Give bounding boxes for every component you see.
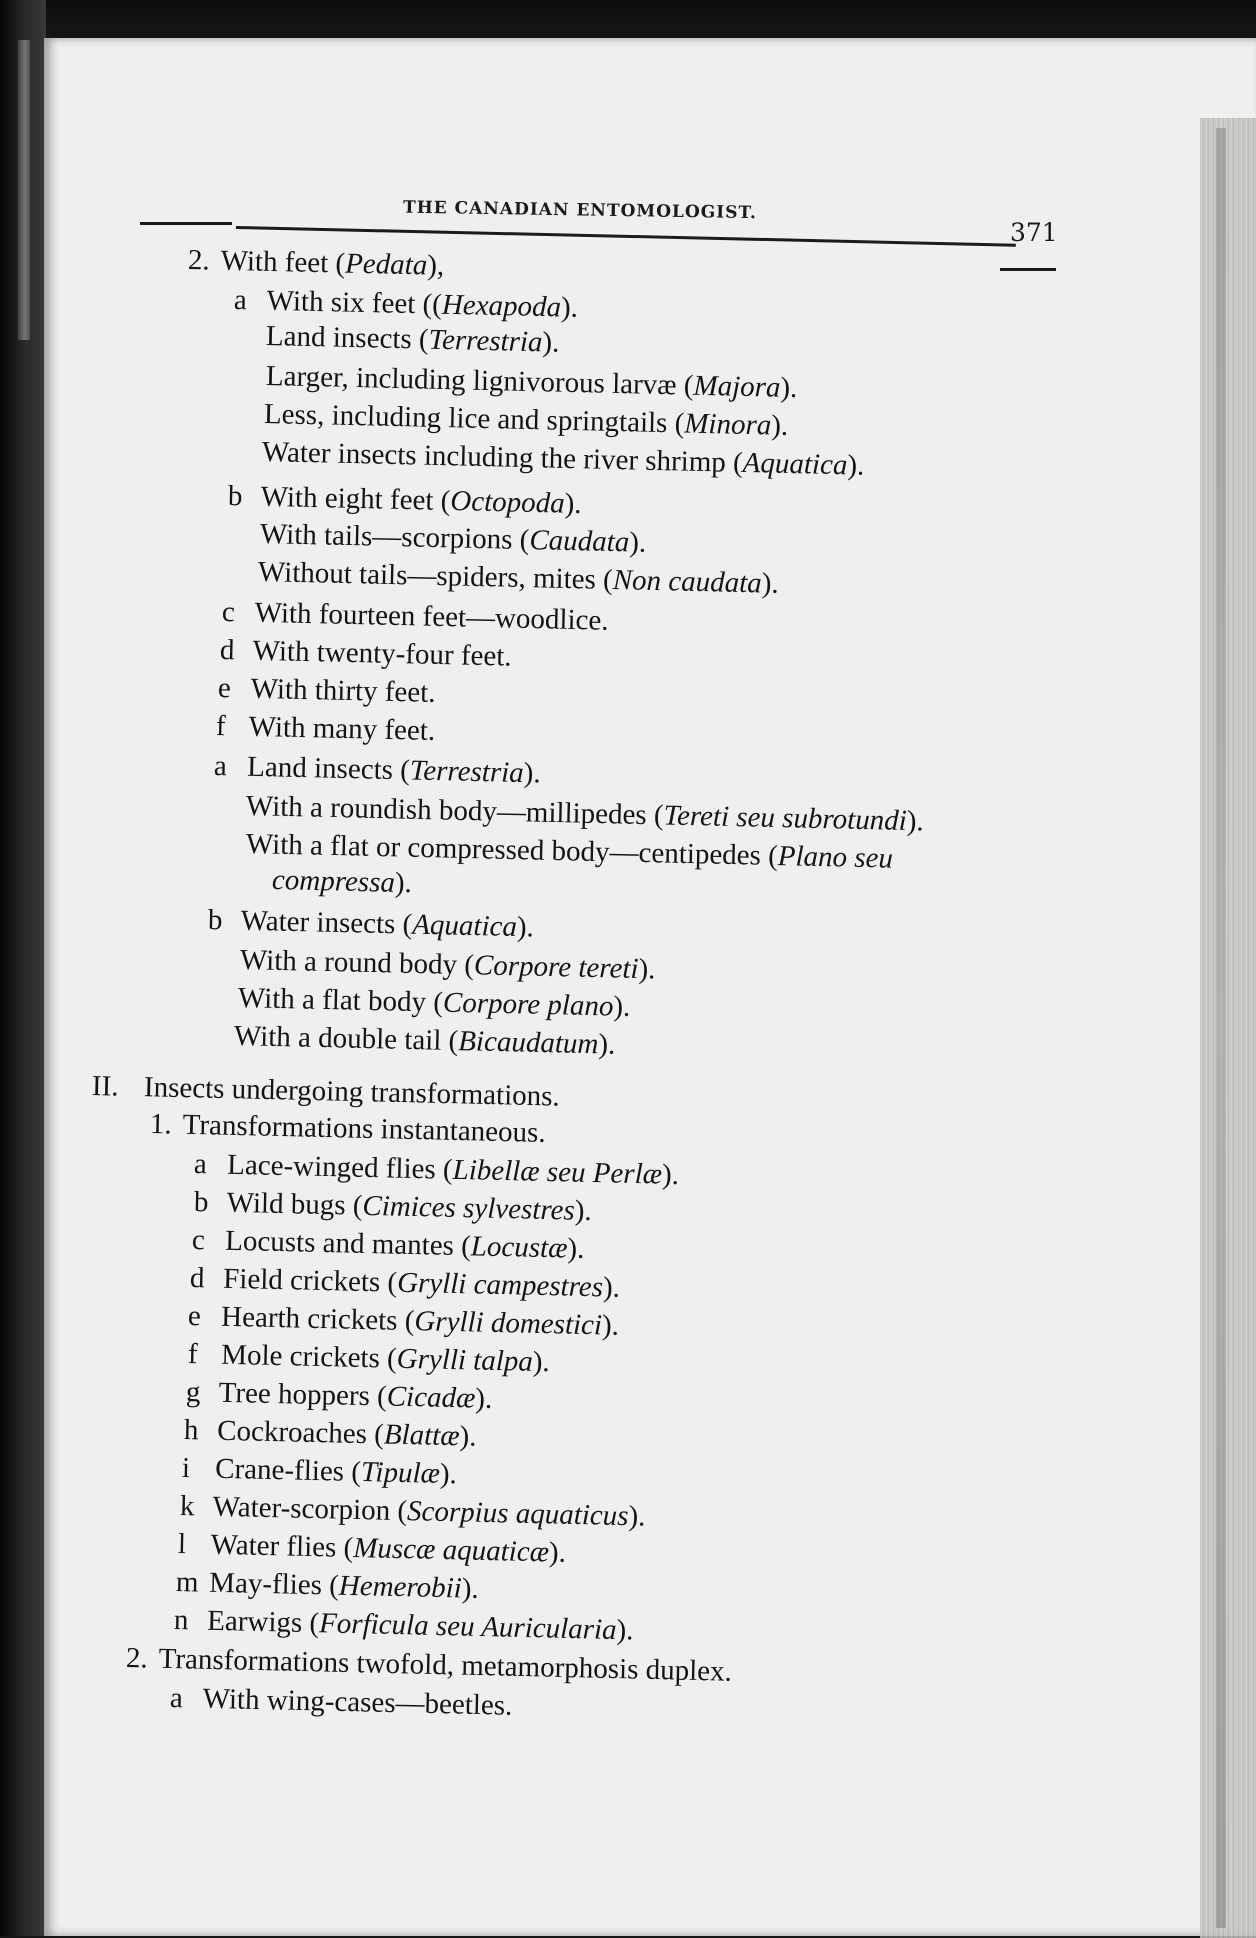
line-marker: k bbox=[179, 1490, 195, 1523]
line-marker: f bbox=[215, 710, 227, 743]
line-text: Water insects including the river shrimp ( bbox=[261, 436, 744, 479]
taxon-name: Grylli campestres bbox=[396, 1266, 604, 1304]
line-text: Earwigs ( bbox=[206, 1604, 320, 1640]
line-marker: b bbox=[207, 904, 223, 937]
taxon-name: Hemerobii bbox=[338, 1569, 463, 1605]
line-text: Land insects ( bbox=[246, 750, 411, 787]
text-line bbox=[188, 1340, 550, 1377]
line-text: With feet ( bbox=[220, 244, 346, 280]
text-line bbox=[180, 1492, 646, 1532]
taxon-name: Terrestria bbox=[428, 323, 543, 359]
line-text-end: ). bbox=[548, 1536, 567, 1569]
text-line bbox=[258, 558, 779, 599]
line-text-end: ). bbox=[628, 526, 647, 559]
line-text-end: ). bbox=[461, 1572, 480, 1605]
text-line bbox=[176, 1568, 479, 1604]
line-text: Land insects ( bbox=[265, 320, 430, 356]
taxon-name: Terrestria bbox=[409, 754, 525, 790]
line-text: With a roundish body—millipedes ( bbox=[245, 790, 664, 832]
text-line bbox=[184, 1416, 477, 1452]
line-marker: a bbox=[213, 750, 228, 783]
line-text-end: ). bbox=[475, 1382, 493, 1415]
line-text-end: ). bbox=[601, 1309, 620, 1342]
line-marker: l bbox=[177, 1528, 187, 1561]
taxon-name: Tereti seu subrotundi bbox=[663, 799, 908, 837]
line-text-end: ). bbox=[906, 805, 925, 838]
text-line bbox=[208, 906, 535, 942]
text-line bbox=[228, 482, 582, 519]
line-marker: b bbox=[227, 480, 243, 513]
line-text: Cockroaches ( bbox=[216, 1414, 385, 1451]
line-text-end: ). bbox=[574, 1194, 593, 1228]
taxon-name: Non caudata bbox=[612, 564, 763, 600]
taxon-name: Grylli talpa bbox=[396, 1342, 534, 1378]
text-line bbox=[188, 1302, 620, 1341]
text-line bbox=[178, 1530, 567, 1568]
text-line bbox=[260, 520, 647, 558]
line-text: With a flat or compressed body—centipedes ( bbox=[245, 828, 779, 873]
taxon-name: Caudata bbox=[529, 524, 630, 559]
line-text: With fourteen feet—woodlice. bbox=[254, 596, 609, 637]
text-line bbox=[126, 1644, 732, 1687]
running-head: THE CANADIAN ENTOMOLOGIST. bbox=[402, 197, 758, 224]
text-line bbox=[192, 1226, 585, 1264]
text-line bbox=[190, 1264, 621, 1303]
line-marker: g bbox=[185, 1376, 201, 1409]
taxon-name: Blattæ bbox=[383, 1418, 460, 1453]
line-text: Transformations instantaneous. bbox=[182, 1108, 547, 1149]
line-text: With twenty-four feet. bbox=[252, 634, 512, 673]
line-marker: c bbox=[191, 1224, 206, 1257]
line-text: Hearth crickets ( bbox=[220, 1300, 415, 1338]
line-text-end: ). bbox=[542, 326, 560, 359]
line-text-end: ). bbox=[602, 1271, 621, 1304]
line-marker: d bbox=[219, 634, 235, 667]
line-text-end: ). bbox=[439, 1457, 458, 1491]
line-marker: d bbox=[189, 1262, 205, 1295]
line-text: With six feet (( bbox=[266, 284, 443, 321]
line-text: With thirty feet. bbox=[250, 672, 436, 709]
text-line bbox=[266, 362, 798, 403]
taxon-name: Aquatica bbox=[411, 908, 518, 944]
line-text: Water insects ( bbox=[240, 904, 413, 941]
line-text: With a round body ( bbox=[239, 944, 475, 982]
text-line bbox=[238, 984, 631, 1022]
line-text-end: ). bbox=[532, 1345, 551, 1379]
line-text-end: ). bbox=[564, 487, 583, 521]
taxon-name: Corpore plano bbox=[442, 986, 614, 1023]
line-text: Lace-winged flies ( bbox=[226, 1148, 454, 1186]
line-text-end: ). bbox=[523, 757, 542, 790]
line-marker: h bbox=[183, 1414, 199, 1447]
line-text-end: ). bbox=[661, 1158, 680, 1192]
line-marker: f bbox=[187, 1338, 199, 1371]
line-text-end: ). bbox=[613, 990, 631, 1023]
line-text-end: ). bbox=[628, 1500, 646, 1533]
line-text-end: ). bbox=[770, 409, 789, 442]
line-marker: n bbox=[173, 1604, 189, 1637]
line-text: With many feet. bbox=[248, 710, 436, 747]
text-line bbox=[194, 1150, 680, 1190]
taxon-name: Plano seu bbox=[777, 840, 894, 875]
line-marker: II. bbox=[91, 1070, 119, 1103]
line-marker: i bbox=[181, 1452, 191, 1485]
taxon-name: Octopoda bbox=[450, 485, 566, 520]
line-text: With tails—scorpions ( bbox=[259, 518, 530, 557]
taxon-name: Hexapoda bbox=[441, 288, 562, 324]
text-line bbox=[220, 636, 512, 672]
line-text: With a double tail ( bbox=[233, 1020, 459, 1058]
line-marker: 2. bbox=[187, 244, 211, 277]
taxon-name: Cicadæ bbox=[386, 1380, 476, 1415]
line-marker: b bbox=[193, 1186, 209, 1219]
text-line bbox=[170, 1684, 513, 1721]
line-text: Field crickets ( bbox=[222, 1262, 398, 1299]
text-line bbox=[262, 438, 865, 481]
line-text: With a flat body ( bbox=[237, 982, 444, 1019]
taxon-name: Tipulæ bbox=[360, 1456, 441, 1490]
line-text: Wild bugs ( bbox=[226, 1186, 363, 1222]
page-number: 371 bbox=[1010, 218, 1058, 247]
line-marker: 1. bbox=[149, 1108, 173, 1141]
text-line bbox=[264, 400, 789, 441]
text-line bbox=[218, 674, 436, 708]
text-line bbox=[92, 1072, 560, 1112]
taxon-name: Corpore tereti bbox=[473, 949, 639, 986]
line-marker: a bbox=[193, 1148, 208, 1181]
text-line bbox=[222, 598, 609, 636]
line-text: Water-scorpion ( bbox=[212, 1490, 408, 1528]
text-line bbox=[234, 1022, 616, 1060]
line-marker: m bbox=[175, 1566, 199, 1599]
text-line bbox=[214, 752, 541, 788]
line-marker: e bbox=[217, 672, 232, 705]
taxon-name: Locustæ bbox=[470, 1230, 568, 1265]
line-text: Locusts and mantes ( bbox=[224, 1224, 472, 1263]
line-text-end: ). bbox=[638, 953, 656, 986]
text-line bbox=[174, 1606, 634, 1645]
taxon-name: Muscæ aquaticæ bbox=[352, 1531, 550, 1569]
taxon-name: compressa bbox=[271, 864, 396, 899]
text-line bbox=[240, 946, 656, 984]
text-line bbox=[186, 1378, 493, 1414]
text-line bbox=[194, 1188, 592, 1226]
taxon-name: Forficula seu Auricularia bbox=[318, 1607, 617, 1647]
text-line bbox=[234, 286, 579, 323]
line-text-end: ). bbox=[598, 1028, 616, 1061]
line-text-end: ). bbox=[516, 911, 535, 944]
line-text-end: ). bbox=[560, 291, 579, 324]
line-text: Without tails—spiders, mites ( bbox=[257, 556, 614, 597]
taxon-name: Bicaudatum bbox=[457, 1025, 599, 1061]
text-line bbox=[188, 246, 445, 281]
line-marker: 2. bbox=[125, 1642, 149, 1675]
taxon-name: Aquatica bbox=[742, 446, 848, 482]
line-marker: c bbox=[221, 596, 236, 629]
line-text-end: ). bbox=[459, 1420, 477, 1453]
text-line bbox=[150, 1110, 546, 1148]
line-text: May-flies ( bbox=[208, 1566, 340, 1602]
taxon-name: Grylli domestici bbox=[414, 1305, 603, 1342]
line-text-end: ). bbox=[761, 567, 780, 600]
taxon-name: Scorpius aquaticus bbox=[406, 1495, 629, 1533]
taxon-name: Minora bbox=[683, 407, 772, 442]
taxon-name: Cimices sylvestres bbox=[362, 1189, 576, 1227]
line-text: Water flies ( bbox=[210, 1528, 354, 1564]
line-text-end: ). bbox=[567, 1232, 585, 1265]
taxon-name: Pedata bbox=[344, 247, 428, 282]
line-text: Transformations twofold, metamorphosis duplex. bbox=[158, 1642, 733, 1688]
line-text-end: ). bbox=[847, 449, 865, 482]
line-text: Less, including lice and springtails ( bbox=[263, 398, 685, 440]
line-text: Larger, including lignivorous larvæ ( bbox=[265, 360, 694, 402]
line-text: With eight feet ( bbox=[260, 480, 451, 518]
taxon-name: Libellæ seu Perlæ bbox=[452, 1153, 663, 1191]
line-marker: a bbox=[233, 284, 248, 317]
line-text: Tree hoppers ( bbox=[218, 1376, 388, 1413]
line-marker: e bbox=[187, 1300, 202, 1333]
text-line bbox=[272, 866, 413, 898]
line-text: With wing-cases—beetles. bbox=[202, 1682, 513, 1722]
line-text: Crane-flies ( bbox=[214, 1452, 362, 1489]
text-line bbox=[266, 322, 560, 358]
line-text: Mole crickets ( bbox=[220, 1338, 398, 1375]
line-text-end: ). bbox=[616, 1614, 634, 1647]
line-text-end: ), bbox=[426, 249, 445, 282]
text-line bbox=[216, 712, 436, 746]
line-text-end: ). bbox=[394, 866, 413, 900]
taxon-name: Majora bbox=[693, 369, 781, 404]
text-line bbox=[182, 1454, 458, 1489]
line-marker: a bbox=[169, 1682, 184, 1715]
line-text: Insects undergoing transformations. bbox=[143, 1071, 561, 1113]
line-text-end: ). bbox=[780, 371, 798, 405]
